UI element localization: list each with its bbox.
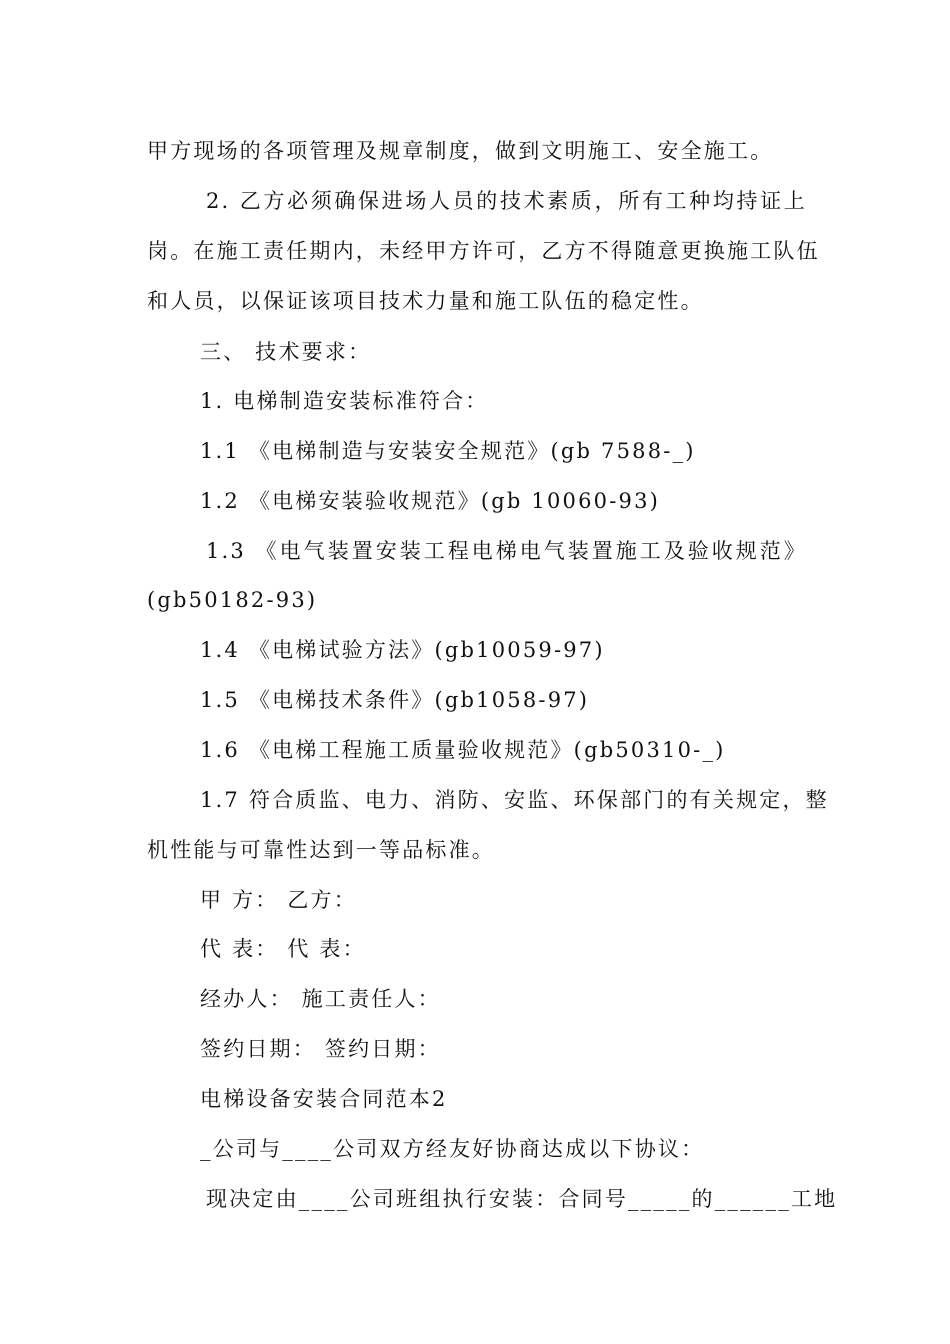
list-item: 1.7 符合质监、电力、消防、安监、环保部门的有关规定，整 xyxy=(200,788,829,812)
paragraph-line: _公司与____公司双方经友好协商达成以下协议： xyxy=(200,1137,705,1161)
signature-line-date: 签约日期： 签约日期： xyxy=(200,1037,441,1061)
list-item: 1.6 《电梯工程施工质量验收规范》(gb50310-_) xyxy=(200,738,726,762)
list-item: 1. 电梯制造安装标准符合： xyxy=(200,389,489,413)
document-subtitle: 电梯设备安装合同范本2 xyxy=(200,1087,448,1111)
signature-line-representative: 代 表： 代 表： xyxy=(200,937,366,961)
paragraph-line: 岗。在施工责任期内，未经甲方许可，乙方不得随意更换施工队伍 xyxy=(147,239,820,263)
list-item: 1.1 《电梯制造与安装安全规范》(gb 7588-_) xyxy=(200,439,696,463)
list-item-continuation: 机性能与可靠性达到一等品标准。 xyxy=(147,838,495,862)
list-item: 1.2 《电梯安装验收规范》(gb 10060-93) xyxy=(200,489,661,513)
paragraph-line: 现决定由____公司班组执行安装：合同号_____的______工地 xyxy=(206,1187,838,1211)
section-heading: 三、 技术要求： xyxy=(200,340,372,364)
list-item: 1.4 《电梯试验方法》(gb10059-97) xyxy=(200,638,605,662)
list-item: 1.5 《电梯技术条件》(gb1058-97) xyxy=(200,688,590,712)
paragraph-line: 2. 乙方必须确保进场人员的技术素质，所有工种均持证上 xyxy=(206,189,807,213)
paragraph-line: 和人员，以保证该项目技术力量和施工队伍的稳定性。 xyxy=(147,289,704,313)
paragraph-line: 甲方现场的各项管理及规章制度，做到文明施工、安全施工。 xyxy=(147,139,774,163)
list-item-continuation: (gb50182-93) xyxy=(147,588,318,612)
signature-line-handler: 经办人： 施工责任人： xyxy=(200,987,441,1011)
list-item: 1.3 《电气装置安装工程电梯电气装置施工及验收规范》 xyxy=(206,539,807,563)
signature-line-party: 甲 方： 乙方： xyxy=(200,888,357,912)
